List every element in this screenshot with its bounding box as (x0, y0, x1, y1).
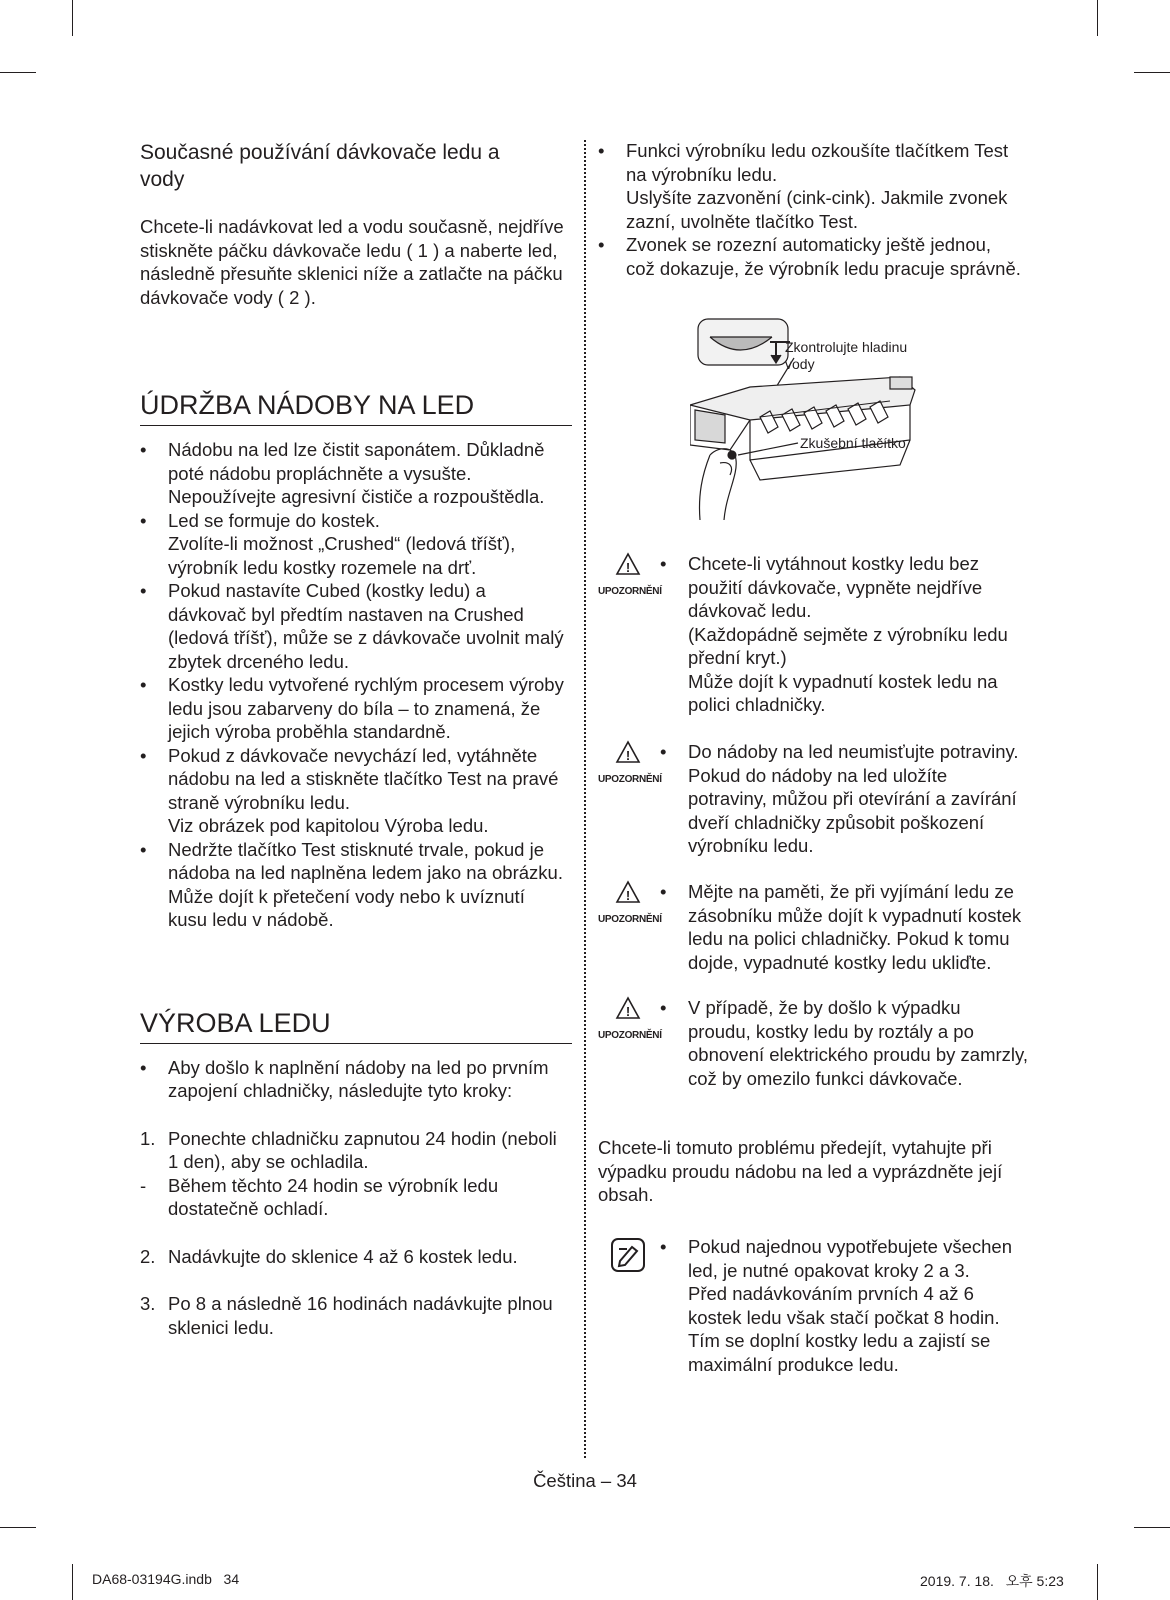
list-item: • Pokud najednou vypotřebujete všechen led, je nutné opakovat kroky 2 a 3. Před nadávkováním prvních 4 až 6 kostek ledu však stačí počkat 8 hodin. Tím se doplní kostky ledu a zajistí se maximální produkce ledu. (660, 1235, 1040, 1376)
left-column (140, 139, 572, 1339)
heading-maintenance: ÚDRŽBA NÁDOBY NA LED (140, 389, 572, 426)
page-number: Čeština – 34 (533, 1470, 637, 1491)
caution-label: UPOZORNĚNÍ (598, 774, 662, 785)
list-item: • Nádobu na led lze čistit saponátem. Důkladně poté nádobu propláchněte a vysušte. Nepoužívejte agresivní čističe a rozpouštědla. (140, 438, 572, 509)
caution-list (660, 880, 1040, 974)
caution-label: UPOZORNĚNÍ (598, 914, 662, 925)
svg-text:!: ! (625, 888, 631, 903)
list-item: • V případě, že by došlo k výpadku proudu, kostky ledu by roztály a po obnovení elektrického proudu by zamrzly, což by omezilo funkci dávkovače. (660, 996, 1040, 1090)
prevent-paragraph: Chcete-li tomuto problému předejít, vytahujte při výpadku proudu nádobu na led a vyprázdněte její obsah. (598, 1137, 1003, 1205)
caution-label: UPOZORNĚNÍ (598, 1030, 662, 1041)
list-item: • Mějte na paměti, že při vyjímání ledu ze zásobníku může dojít k vypadnutí kostek ledu na polici chladničky. Pokud k tomu dojde, vypadnuté kostky ledu ukliďte. (660, 880, 1040, 974)
warning-triangle-icon (598, 880, 658, 910)
column-divider (584, 140, 586, 1458)
simultaneous-paragraph: Chcete-li nadávkovat led a vodu současně, nejdříve stiskněte páčku dávkovače ledu ( 1 ) a naberte led, následně přesuňte sklenici níže a zatlačte na páčku dávkovače vody ( 2 ). (140, 216, 564, 308)
svg-text:!: ! (625, 748, 631, 763)
note-pencil-icon (610, 1237, 646, 1279)
list-item: • Nedržte tlačítko Test stisknuté trvale, pokud je nádoba na led naplněna ledem jako na obrázku. Může dojít k přetečení vody nebo k uvíznutí kusu ledu v nádobě. (140, 838, 572, 932)
print-datetime: 2019. 7. 18. 오후 5:23 (920, 1573, 1064, 1589)
list-item: • Pokud nastavíte Cubed (kostky ledu) a dávkovač byl předtím nastaven na Crushed (ledová tříšť), může se z dávkovače uvolnit malý zbytek drceného ledu. (140, 579, 572, 673)
icemaking-intro (140, 1056, 572, 1103)
crop-mark (0, 1527, 36, 1528)
warning-triangle-icon (598, 996, 658, 1026)
caution-list (660, 996, 1040, 1090)
caution-label: UPOZORNĚNÍ (598, 586, 662, 597)
warning-triangle-icon (598, 740, 658, 770)
list-item: • Pokud z dávkovače nevychází led, vytáhněte nádobu na led a stiskněte tlačítko Test na pravé straně výrobníku ledu. Viz obrázek pod kapitolou Výroba ledu. (140, 744, 572, 838)
icemaking-steps (140, 1127, 572, 1340)
caution-list (660, 552, 1040, 717)
list-item: • Led se formuje do kostek. Zvolíte-li možnost „Crushed“ (ledová tříšť), výrobník ledu kostky rozemele na drť. (140, 509, 572, 580)
svg-text:!: ! (625, 1004, 631, 1019)
callout-water-level: Zkontrolujte hladinu vody (785, 339, 908, 372)
step-item: 2. Nadávkujte do sklenice 4 až 6 kostek ledu. (140, 1245, 518, 1267)
warning-triangle-icon (598, 552, 658, 582)
svg-text:!: ! (625, 560, 631, 575)
list-item: • Do nádoby na led neumisťujte potraviny. Pokud do nádoby na led uložíte potraviny, můžou při otevírání a zavírání dveří chladničky způsobit poškození výrobníku ledu. (660, 740, 1040, 858)
list-item: • Funkci výrobníku ledu ozkoušíte tlačítkem Test na výrobníku ledu. Uslyšíte zazvonění (cink-cink). Jakmile zvonek zazní, uvolněte tlačítko Test. (598, 139, 1030, 233)
right-column-top (598, 139, 1030, 280)
file-name: DA68-03194G.indb 34 (92, 1571, 240, 1587)
callout-test-button: Zkušební tlačítko (800, 435, 906, 451)
list-item: • Kostky ledu vytvořené rychlým procesem výroby ledu jsou zabarveny do bíla – to znamená, že jejich výroba proběhla standardně. (140, 673, 572, 744)
list-item: • Chcete-li vytáhnout kostky ledu bez použití dávkovače, vypněte nejdříve dávkovač ledu. (Každopádně sejměte z výrobníku ledu přední kryt.) Může dojít k vypadnutí kostek ledu na polici chladničky. (660, 552, 1040, 717)
maintenance-list (140, 438, 572, 932)
crop-mark (1097, 1564, 1098, 1600)
step-item: 1. Ponechte chladničku zapnutou 24 hodin (neboli 1 den), aby se ochladila. (140, 1127, 557, 1172)
note-list (660, 1235, 1040, 1376)
crop-mark (1134, 1527, 1170, 1528)
crop-mark (1097, 0, 1098, 36)
step-item: - Během těchto 24 hodin se výrobník ledu dostatečně ochladí. (140, 1174, 499, 1219)
crop-mark (1134, 72, 1170, 73)
section-title-simultaneous: Současné používání dávkovače ledu a vody (140, 141, 500, 191)
crop-mark (72, 0, 73, 36)
list-item: • Aby došlo k naplnění nádoby na led po prvním zapojení chladničky, následujte tyto kroky: (140, 1056, 572, 1103)
ice-maker-figure (690, 315, 990, 520)
caution-list (660, 740, 1040, 858)
heading-icemaking: VÝROBA LEDU (140, 1007, 572, 1044)
crop-mark (72, 1564, 73, 1600)
test-list (598, 139, 1030, 280)
list-item: • Zvonek se rozezní automaticky ještě jednou, což dokazuje, že výrobník ledu pracuje správně. (598, 233, 1030, 280)
step-item: 3. Po 8 a následně 16 hodinách nadávkujte plnou sklenici ledu. (140, 1293, 553, 1338)
crop-mark (0, 72, 36, 73)
